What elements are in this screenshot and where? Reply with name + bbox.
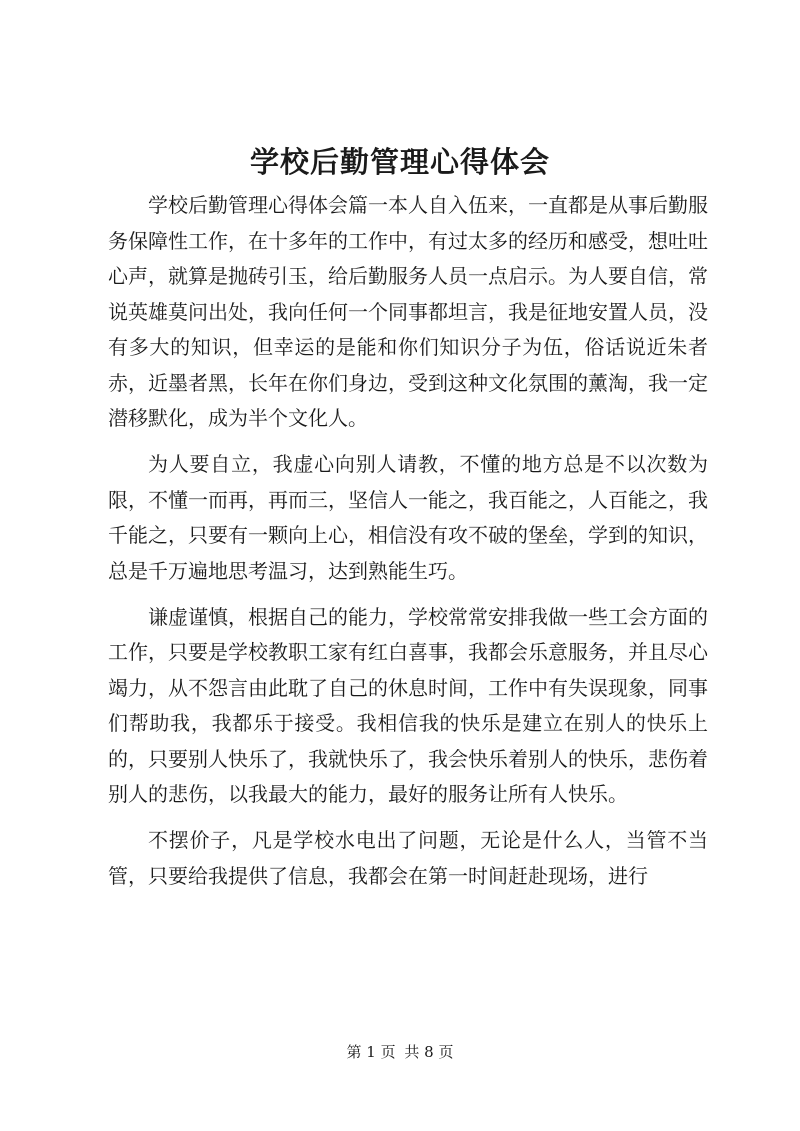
paragraph-4: 不摆价子，凡是学校水电出了问题，无论是什么人，当管不当管，只要给我提供了信息，我都会在第一时间赶赴现场，进行 xyxy=(108,828,708,888)
document-body xyxy=(108,188,708,905)
page-footer xyxy=(0,1042,800,1062)
total-pages: 共 8 页 xyxy=(404,1043,454,1061)
paragraph-2: 为人要自立，我虚心向别人请教，不懂的地方总是不以次数为限，不懂一而再，再而三，坚信人一能之，我百能之，人百能之，我千能之，只要有一颗向上心，相信没有攻不破的堡垒，学到的知识，总是千万遍地思考温习，达到熟能生巧。 xyxy=(108,452,708,583)
paragraph-3: 谦虚谨慎，根据自己的能力，学校常常安排我做一些工会方面的工作，只要是学校教职工家有红白喜事，我都会乐意服务，并且尽心竭力，从不怨言由此耽了自己的休息时间，工作中有失误现象，同事们帮助我，我都乐于接受。我相信我的快乐是建立在别人的快乐上的，只要别人快乐了，我就快乐了，我会快乐着别人的快乐，悲伤着别人的悲伤，以我最大的能力，最好的服务让所有人快乐。 xyxy=(108,604,708,806)
document-title: 学校后勤管理心得体会 xyxy=(249,145,550,179)
page-number: 第 1 页 xyxy=(346,1043,396,1061)
paragraph-1: 学校后勤管理心得体会篇一本人自入伍来，一直都是从事后勤服务保障性工作，在十多年的工作中，有过太多的经历和感受，想吐吐心声，就算是抛砖引玉，给后勤服务人员一点启示。为人要自信，常说英雄莫问出处，我向任何一个同事都坦言，我是征地安置人员，没有多大的知识，但幸运的是能和你们知识分子为伍，俗话说近朱者赤，近墨者黑，长年在你们身边，受到这种文化氛围的薰淘，我一定潜移默化，成为半个文化人。 xyxy=(108,193,708,430)
